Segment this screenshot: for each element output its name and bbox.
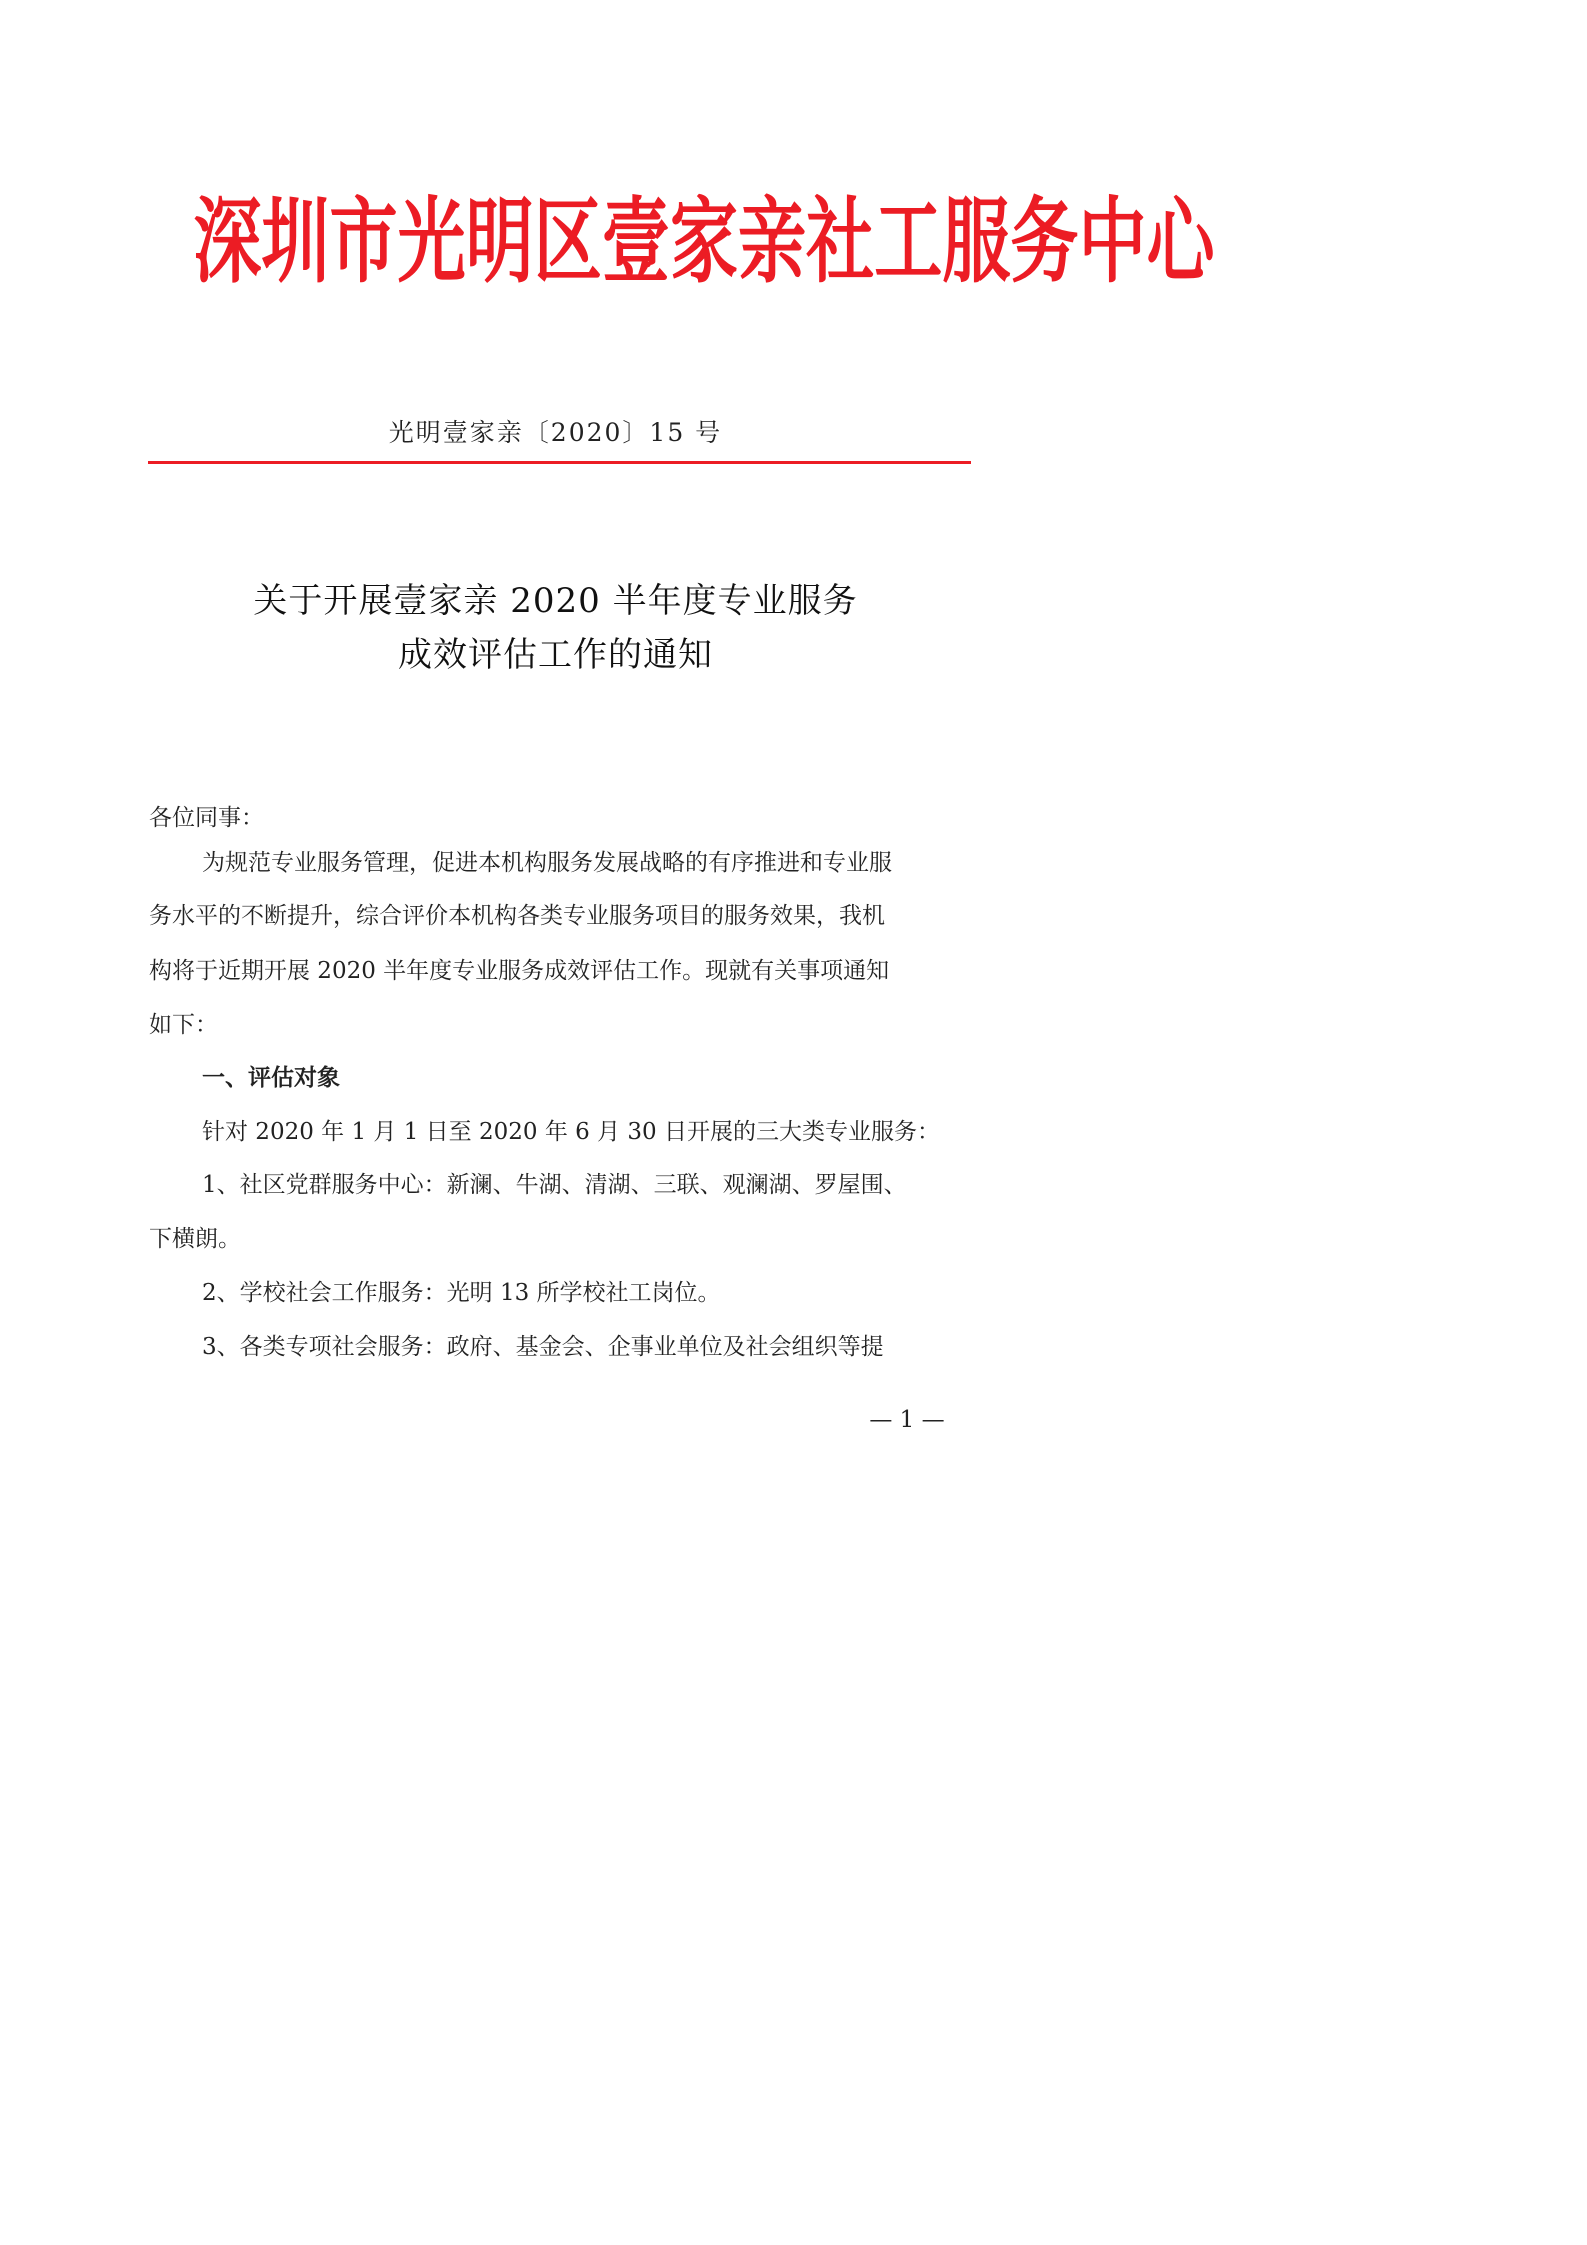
list-item-3: 3、各类专项社会服务：政府、基金会、企事业单位及社会组织等提 — [202, 1334, 884, 1360]
list-item-1-line-2: 下横朗。 — [149, 1226, 241, 1252]
document-title-line-1: 关于开展壹家亲 2020 半年度专业服务 — [253, 581, 858, 621]
salutation: 各位同事： — [149, 805, 264, 831]
red-divider-line — [148, 461, 971, 464]
intro-line-1: 为规范专业服务管理，促进本机构服务发展战略的有序推进和专业服 — [202, 850, 892, 876]
intro-line-3: 构将于近期开展 2020 半年度专业服务成效评估工作。现就有关事项通知 — [149, 958, 890, 984]
document-number: 光明壹家亲〔2020〕15 号 — [388, 418, 723, 447]
document-title-line-2: 成效评估工作的通知 — [398, 635, 713, 675]
list-item-1-line-1: 1、社区党群服务中心：新澜、牛湖、清湖、三联、观澜湖、罗屋围、 — [202, 1172, 907, 1198]
list-item-2: 2、学校社会工作服务：光明 13 所学校社工岗位。 — [202, 1280, 721, 1306]
intro-line-2: 务水平的不断提升，综合评价本机构各类专业服务项目的服务效果，我机 — [149, 903, 885, 929]
section-1-lead: 针对 2020 年 1 月 1 日至 2020 年 6 月 30 日开展的三大类专业服务： — [202, 1119, 940, 1145]
section-1-heading: 一、评估对象 — [202, 1064, 340, 1091]
organization-masthead — [149, 183, 1215, 301]
intro-line-4: 如下： — [149, 1012, 218, 1038]
page-number: — 1 — — [869, 1407, 945, 1433]
organization-name: 深圳市光明区壹家亲社工服务中心 — [193, 188, 1215, 296]
